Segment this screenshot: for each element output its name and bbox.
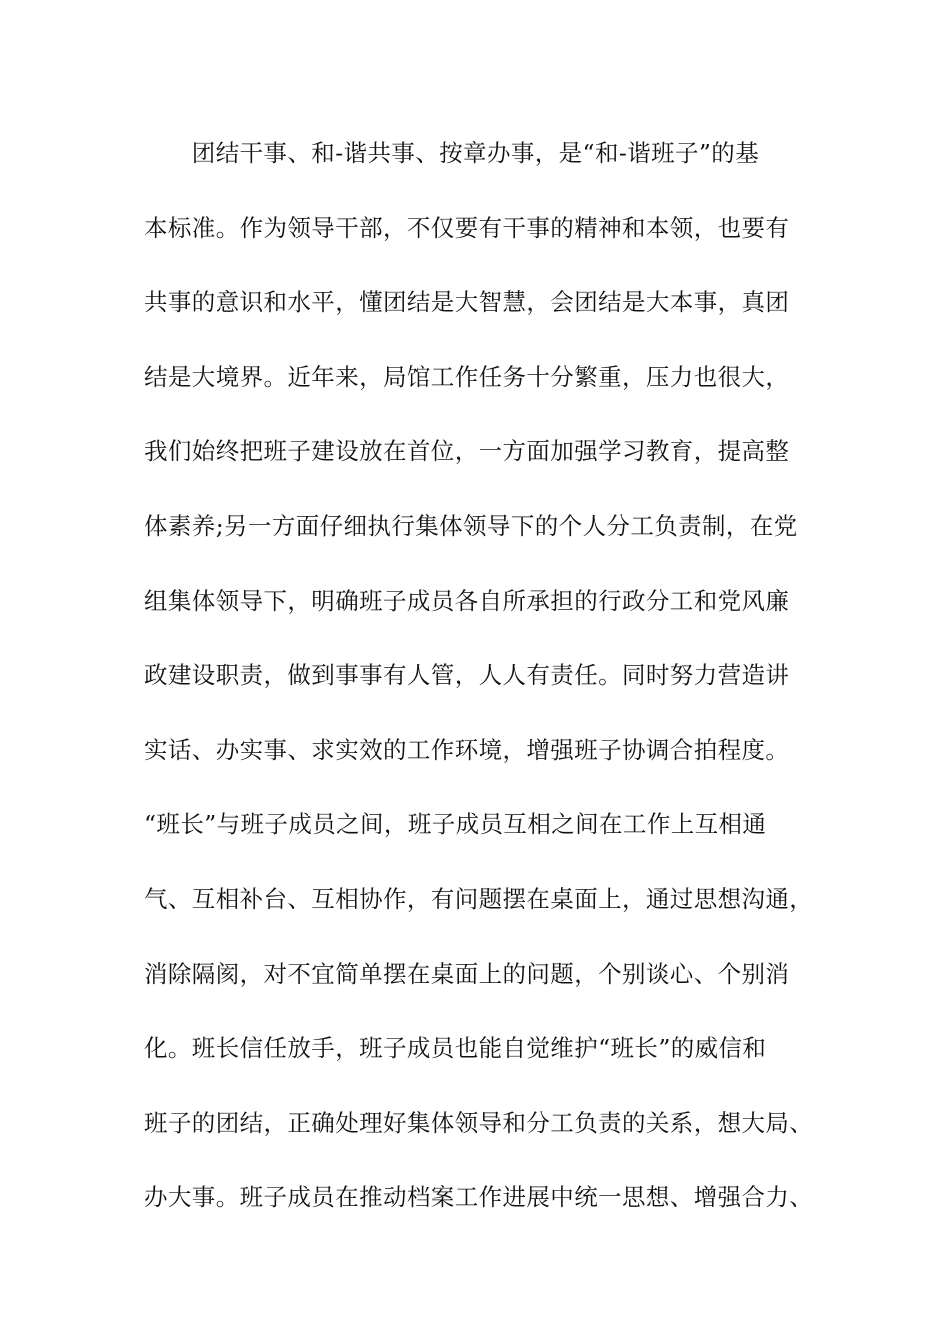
paragraph-line-8: 政建设职责，做到事事有人管，人人有责任。同时努力营造讲 [144, 661, 790, 690]
body-paragraph [144, 128, 824, 1247]
paragraph-line-1: 团结干事、和-谐共事、按章办事，是“和-谐班子”的基 [144, 139, 760, 167]
paragraph-line-13: 化。班长信任放手，班子成员也能自觉维护“班长”的威信和 [144, 1034, 767, 1063]
paragraph-line-15: 办大事。班子成员在推动档案工作进展中统一思想、增强合力、 [144, 1183, 814, 1212]
paragraph-line-10: “班长”与班子成员之间，班子成员互相之间在工作上互相通 [144, 810, 767, 839]
paragraph-line-6: 体素养;另一方面仔细执行集体领导下的个人分工负责制，在党 [144, 511, 798, 540]
paragraph-line-14: 班子的团结，正确处理好集体领导和分工负责的关系，想大局、 [144, 1108, 814, 1137]
paragraph-line-5: 我们始终把班子建设放在首位，一方面加强学习教育，提高整 [144, 437, 790, 466]
paragraph-line-2: 本标准。作为领导干部，不仅要有干事的精神和本领，也要有 [144, 213, 790, 242]
paragraph-line-4: 结是大境界。近年来，局馆工作任务十分繁重，压力也很大， [144, 362, 790, 391]
paragraph-line-11: 气、互相补台、互相协作，有问题摆在桌面上，通过思想沟通， [144, 884, 814, 913]
paragraph-line-7: 组集体领导下，明确班子成员各自所承担的行政分工和党风廉 [144, 586, 790, 615]
paragraph-line-12: 消除隔阂，对不宜简单摆在桌面上的问题，个别谈心、个别消 [144, 959, 790, 988]
paragraph-line-9: 实话、办实事、求实效的工作环境，增强班子协调合拍程度。 [144, 735, 790, 764]
paragraph-line-3: 共事的意识和水平，懂团结是大智慧，会团结是大本事，真团 [144, 288, 790, 317]
